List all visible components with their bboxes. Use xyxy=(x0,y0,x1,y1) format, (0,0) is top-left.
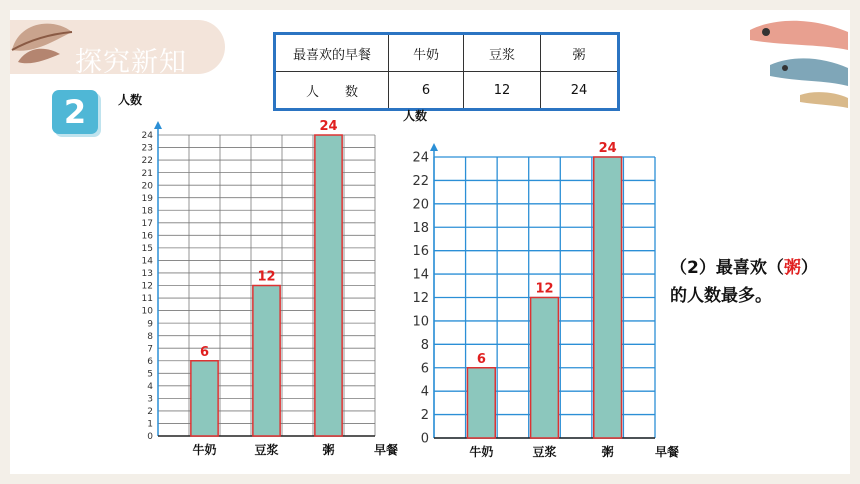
answer-value: 粥 xyxy=(783,258,801,278)
y-tick-label: 4 xyxy=(147,381,153,392)
y-tick-label: 14 xyxy=(141,256,153,267)
bar xyxy=(467,368,495,438)
y-tick-label: 1 xyxy=(147,419,153,430)
table-cell: 人 数 xyxy=(275,72,389,110)
y-tick-label: 18 xyxy=(412,220,429,236)
y-axis-arrow-icon xyxy=(154,121,162,129)
x-axis-title: 早餐 xyxy=(654,445,680,459)
y-tick-label: 4 xyxy=(420,384,429,400)
y-axis-title: 人数 xyxy=(118,93,143,107)
x-tick-label: 粥 xyxy=(322,443,335,457)
y-tick-label: 6 xyxy=(420,361,429,377)
answer-prefix: （2）最喜欢（ xyxy=(670,258,784,278)
y-tick-label: 21 xyxy=(141,168,153,179)
y-axis-arrow-icon xyxy=(430,143,438,151)
slide xyxy=(10,10,850,474)
y-tick-label: 8 xyxy=(147,331,153,342)
y-tick-label: 10 xyxy=(412,314,429,330)
table-cell: 最喜欢的早餐 xyxy=(275,34,389,72)
x-tick-label: 豆浆 xyxy=(254,443,279,457)
fish-decoration-icon xyxy=(730,10,850,110)
y-tick-label: 13 xyxy=(141,269,153,280)
y-tick-label: 7 xyxy=(147,344,153,355)
data-label: 6 xyxy=(476,351,486,367)
problem-number: 2 xyxy=(63,93,87,131)
y-tick-label: 20 xyxy=(412,197,429,213)
bar xyxy=(315,135,342,436)
table-cell: 豆浆 xyxy=(464,34,541,72)
bar xyxy=(531,298,559,439)
y-tick-label: 24 xyxy=(141,131,153,142)
y-tick-label: 22 xyxy=(412,173,429,189)
y-tick-label: 0 xyxy=(147,432,153,443)
answer-suffix: ） xyxy=(800,258,818,278)
y-tick-label: 0 xyxy=(420,431,429,447)
y-tick-label: 11 xyxy=(141,294,153,305)
y-tick-label: 2 xyxy=(420,408,429,424)
table-row xyxy=(275,34,619,72)
table-cell: 24 xyxy=(541,72,619,110)
data-label: 12 xyxy=(535,281,554,297)
y-tick-label: 23 xyxy=(141,143,153,154)
page-title: 探究新知 xyxy=(75,47,187,78)
data-label: 6 xyxy=(199,344,210,360)
y-tick-label: 5 xyxy=(147,369,153,380)
data-label: 24 xyxy=(319,119,338,134)
y-tick-label: 16 xyxy=(141,231,153,242)
y-tick-label: 9 xyxy=(147,319,153,330)
y-tick-label: 10 xyxy=(141,306,153,317)
y-axis-title: 人数 xyxy=(403,109,428,123)
table-cell: 6 xyxy=(389,72,464,110)
y-tick-label: 14 xyxy=(412,267,429,283)
y-tick-label: 3 xyxy=(147,394,153,405)
table-cell: 牛奶 xyxy=(389,34,464,72)
x-axis-title: 早餐 xyxy=(373,443,399,457)
y-tick-label: 12 xyxy=(412,291,429,307)
answer-line-1 xyxy=(670,254,818,282)
table-cell: 12 xyxy=(464,72,541,110)
leaf-decoration-icon xyxy=(10,10,80,80)
bar xyxy=(594,157,622,438)
bar xyxy=(253,286,280,437)
x-tick-label: 粥 xyxy=(601,445,614,459)
answer-line-2: 的人数最多。 xyxy=(670,286,772,306)
x-tick-label: 牛奶 xyxy=(192,443,217,457)
data-table xyxy=(273,32,620,111)
y-tick-label: 22 xyxy=(141,156,153,167)
y-tick-label: 6 xyxy=(147,356,153,367)
data-label: 24 xyxy=(598,141,617,156)
y-tick-label: 24 xyxy=(412,150,429,166)
answer-text xyxy=(670,254,818,310)
x-tick-label: 豆浆 xyxy=(532,445,557,459)
bar xyxy=(191,361,218,436)
y-tick-label: 20 xyxy=(141,181,153,192)
y-tick-label: 15 xyxy=(141,244,153,255)
y-tick-label: 18 xyxy=(141,206,153,217)
y-tick-label: 8 xyxy=(420,337,429,353)
y-tick-label: 12 xyxy=(141,281,153,292)
table-cell: 粥 xyxy=(541,34,619,72)
y-tick-label: 16 xyxy=(412,244,429,260)
data-label: 12 xyxy=(257,269,276,285)
y-tick-label: 19 xyxy=(141,193,153,204)
table-row xyxy=(275,72,619,110)
y-tick-label: 17 xyxy=(141,218,153,229)
problem-number-badge xyxy=(52,90,98,134)
y-tick-label: 2 xyxy=(147,407,153,418)
x-tick-label: 牛奶 xyxy=(469,445,494,459)
